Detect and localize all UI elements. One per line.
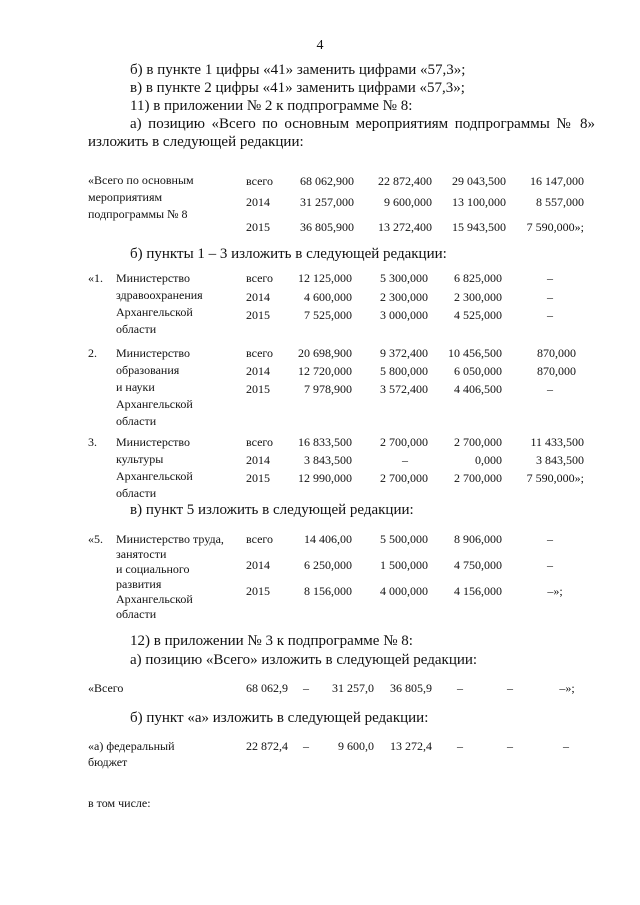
value-cell: 9 600,000 bbox=[384, 195, 432, 209]
value-cell: – bbox=[563, 739, 569, 753]
period-cell: 2015 bbox=[246, 220, 270, 234]
period-cell: всего bbox=[246, 174, 274, 188]
including-label: в том числе: bbox=[88, 796, 151, 810]
value-cell: 5 500,000 bbox=[380, 532, 428, 546]
period-cell: 2015 bbox=[246, 308, 270, 322]
value-cell: 31 257,0 bbox=[332, 681, 374, 695]
value-cell: –»; bbox=[547, 584, 563, 598]
item-label-line: области bbox=[116, 486, 157, 500]
value-cell: 2 300,000 bbox=[380, 290, 428, 304]
value-cell: 13 272,4 bbox=[390, 739, 432, 753]
item-label-line: Архангельской bbox=[116, 305, 193, 319]
value-cell: 6 050,000 bbox=[454, 364, 502, 378]
value-cell: – bbox=[547, 308, 553, 322]
value-cell: 16 833,500 bbox=[298, 435, 352, 449]
value-cell: 22 872,4 bbox=[246, 739, 288, 753]
value-cell: 8 906,000 bbox=[454, 532, 502, 546]
clause-b-items-1-3: б) пункты 1 – 3 изложить в следующей редакции: bbox=[130, 246, 447, 262]
value-cell: 13 100,000 bbox=[452, 195, 506, 209]
value-cell: 6 825,000 bbox=[454, 271, 502, 285]
value-cell: 12 125,000 bbox=[298, 271, 352, 285]
value-cell: – bbox=[547, 558, 553, 572]
period-cell: 2014 bbox=[246, 453, 270, 467]
value-cell: 14 406,00 bbox=[304, 532, 352, 546]
value-cell: 870,000 bbox=[537, 364, 576, 378]
row-label-line: бюджет bbox=[88, 755, 128, 769]
item-label-line: Архангельской bbox=[116, 469, 193, 483]
value-cell: 12 720,000 bbox=[298, 364, 352, 378]
value-cell: 2 700,000 bbox=[380, 435, 428, 449]
value-cell: 68 062,9 bbox=[246, 681, 288, 695]
value-cell: –»; bbox=[559, 681, 575, 695]
item-number: 2. bbox=[88, 346, 97, 360]
period-cell: всего bbox=[246, 271, 274, 285]
period-cell: 2014 bbox=[246, 364, 270, 378]
value-cell: 12 990,000 bbox=[298, 471, 352, 485]
row-label-line: «а) федеральный bbox=[88, 739, 175, 753]
item-label-line: занятости bbox=[116, 547, 167, 561]
value-cell: 8 557,000 bbox=[536, 195, 584, 209]
period-cell: 2015 bbox=[246, 382, 270, 396]
value-cell: – bbox=[303, 681, 309, 695]
value-cell: 7 525,000 bbox=[304, 308, 352, 322]
value-cell: 3 000,000 bbox=[380, 308, 428, 322]
item-label-line: Министерство bbox=[116, 271, 190, 285]
item-label-line: Министерство труда, bbox=[116, 532, 224, 546]
value-cell: – bbox=[547, 382, 553, 396]
value-cell: 2 700,000 bbox=[380, 471, 428, 485]
clause-v-point-2: в) в пункте 2 цифры «41» заменить цифрами «57,3»; bbox=[130, 80, 465, 96]
value-cell: 13 272,400 bbox=[378, 220, 432, 234]
clause-a-part1: а) позицию «Всего по основным мероприятиям подпрограммы № 8» bbox=[130, 116, 595, 132]
period-cell: всего bbox=[246, 346, 274, 360]
item-number: «1. bbox=[88, 271, 103, 285]
value-cell: 5 800,000 bbox=[380, 364, 428, 378]
value-cell: 16 147,000 bbox=[530, 174, 584, 188]
clause-11-heading: 11) в приложении № 2 к подпрограмме № 8: bbox=[130, 98, 413, 114]
value-cell: 4 525,000 bbox=[454, 308, 502, 322]
value-cell: 7 978,900 bbox=[304, 382, 352, 396]
value-cell: 11 433,500 bbox=[530, 435, 584, 449]
value-cell: – bbox=[402, 453, 408, 467]
period-cell: 2015 bbox=[246, 471, 270, 485]
value-cell: 0,000 bbox=[475, 453, 502, 467]
value-cell: 2 700,000 bbox=[454, 471, 502, 485]
value-cell: 2 700,000 bbox=[454, 435, 502, 449]
period-cell: всего bbox=[246, 435, 274, 449]
item-label-line: области bbox=[116, 607, 157, 621]
page-number: 4 bbox=[316, 38, 324, 53]
period-cell: 2015 bbox=[246, 584, 270, 598]
value-cell: 31 257,000 bbox=[300, 195, 354, 209]
value-cell: 4 156,000 bbox=[454, 584, 502, 598]
value-cell: 9 372,400 bbox=[380, 346, 428, 360]
item-label-line: области bbox=[116, 322, 157, 336]
item-label-line: Архангельской bbox=[116, 592, 193, 606]
item-label-line: и науки bbox=[116, 380, 155, 394]
value-cell: 3 572,400 bbox=[380, 382, 428, 396]
value-cell: 68 062,900 bbox=[300, 174, 354, 188]
row-label: «Всего bbox=[88, 681, 124, 695]
clause-a-total: а) позицию «Всего» изложить в следующей редакции: bbox=[130, 652, 478, 668]
value-cell: 3 843,500 bbox=[304, 453, 352, 467]
item-label-line: Министерство bbox=[116, 346, 190, 360]
value-cell: – bbox=[547, 532, 553, 546]
item-label-line: образования bbox=[116, 363, 180, 377]
clause-b-item-a: б) пункт «а» изложить в следующей редакции: bbox=[130, 710, 429, 726]
value-cell: – bbox=[457, 681, 463, 695]
value-cell: 10 456,500 bbox=[448, 346, 502, 360]
value-cell: 4 750,000 bbox=[454, 558, 502, 572]
value-cell: – bbox=[457, 739, 463, 753]
period-cell: всего bbox=[246, 532, 274, 546]
value-cell: 29 043,500 bbox=[452, 174, 506, 188]
value-cell: 36 805,9 bbox=[390, 681, 432, 695]
clause-12-heading: 12) в приложении № 3 к подпрограмме № 8: bbox=[130, 633, 413, 649]
value-cell: 4 000,000 bbox=[380, 584, 428, 598]
period-cell: 2014 bbox=[246, 558, 270, 572]
value-cell: 22 872,400 bbox=[378, 174, 432, 188]
total-label-line1: «Всего по основным bbox=[88, 173, 194, 187]
value-cell: 4 600,000 bbox=[304, 290, 352, 304]
clause-v-item-5: в) пункт 5 изложить в следующей редакции: bbox=[130, 502, 414, 518]
period-cell: 2014 bbox=[246, 195, 270, 209]
value-cell: 9 600,0 bbox=[338, 739, 374, 753]
total-label-line2: мероприятиям bbox=[88, 190, 163, 204]
item-label-line: развития bbox=[116, 577, 162, 591]
value-cell: – bbox=[547, 290, 553, 304]
value-cell: – bbox=[303, 739, 309, 753]
item-number: 3. bbox=[88, 435, 97, 449]
value-cell: 36 805,900 bbox=[300, 220, 354, 234]
item-label-line: культуры bbox=[116, 452, 164, 466]
value-cell: – bbox=[507, 681, 513, 695]
value-cell: 7 590,000»; bbox=[526, 220, 584, 234]
value-cell: 6 250,000 bbox=[304, 558, 352, 572]
period-cell: 2014 bbox=[246, 290, 270, 304]
item-label-line: Министерство bbox=[116, 435, 190, 449]
clause-a-part2: изложить в следующей редакции: bbox=[88, 134, 304, 150]
value-cell: 2 300,000 bbox=[454, 290, 502, 304]
value-cell: 3 843,500 bbox=[536, 453, 584, 467]
value-cell: 1 500,000 bbox=[380, 558, 428, 572]
value-cell: 20 698,900 bbox=[298, 346, 352, 360]
value-cell: 4 406,500 bbox=[454, 382, 502, 396]
item-number: «5. bbox=[88, 532, 103, 546]
item-label-line: и социального bbox=[116, 562, 190, 576]
value-cell: 5 300,000 bbox=[380, 271, 428, 285]
clause-b-point-1: б) в пункте 1 цифры «41» заменить цифрами «57,3»; bbox=[130, 62, 466, 78]
item-label-line: Архангельской bbox=[116, 397, 193, 411]
value-cell: – bbox=[507, 739, 513, 753]
value-cell: 15 943,500 bbox=[452, 220, 506, 234]
value-cell: – bbox=[547, 271, 553, 285]
item-label-line: здравоохранения bbox=[116, 288, 203, 302]
value-cell: 870,000 bbox=[537, 346, 576, 360]
total-label-line3: подпрограммы № 8 bbox=[88, 207, 188, 221]
value-cell: 7 590,000»; bbox=[526, 471, 584, 485]
value-cell: 8 156,000 bbox=[304, 584, 352, 598]
item-label-line: области bbox=[116, 414, 157, 428]
